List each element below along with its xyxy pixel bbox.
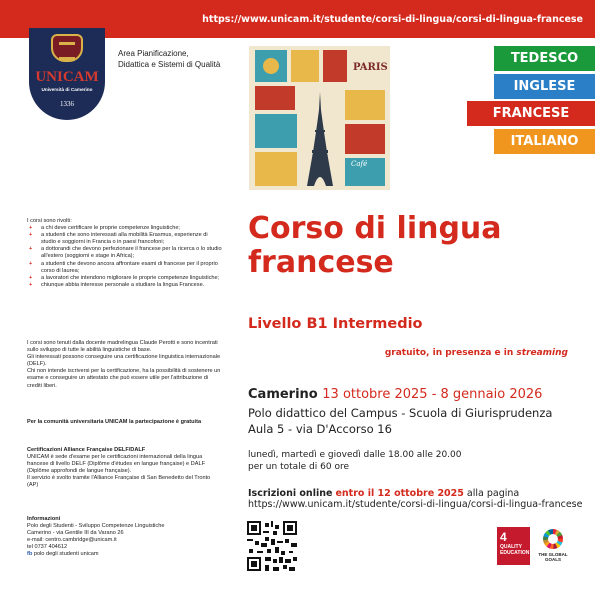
flower-icon (263, 58, 279, 74)
department-name: Area Pianificazione, Didattica e Sistemi di Qualità (118, 49, 221, 69)
list-item: + a chi deve certificare le proprie competenze linguistiche; (27, 225, 222, 232)
tile-yellow (291, 50, 319, 82)
eiffel-tower-icon (303, 92, 337, 188)
header-url[interactable]: https://www.unicam.it/studente/corsi-di-lingua/corsi-di-lingua-francese (202, 14, 583, 25)
sdg-wheel-icon (543, 529, 563, 549)
tile-red (323, 50, 347, 82)
cafe-text: Café (351, 160, 368, 168)
certification-section: Certificazioni Alliance Française DELF/DALF UNICAM è sede d'esame per le certificazioni internazionali della lingua francese di livello DELF (Diplôme d'études en langue française) e DALF (Diplôme approfondi de langue française). Il servizio è svolto tramite l'Alliance Française di San Benedetto del Tronto (AP) (27, 447, 211, 489)
sdg-quality-education-badge: 4 QUALITY EDUCATION (497, 527, 530, 565)
list-item: + a lavoratori che intendono migliorare le proprie competenze linguistiche; (27, 275, 222, 282)
paris-illustration (249, 46, 390, 190)
lang-francese[interactable]: FRANCESE (467, 101, 595, 126)
paris-text: PARIS (353, 62, 388, 73)
qr-code-icon[interactable] (247, 521, 297, 571)
tile-blue-2 (255, 114, 297, 148)
course-when: Camerino 13 ottobre 2025 - 8 gennaio 2026 (248, 387, 543, 402)
free-participation-note: Per la comunità universitaria UNICAM la partecipazione è gratuita (27, 419, 202, 425)
audience-list (27, 225, 222, 289)
audience-section: I corsi sono rivolti: + a chi deve certificare le proprie competenze linguistiche; + a studenti che sono interessati alla mobilità Erasmus, esperienze di studio e soggiorni in Francia o in paesi francofoni; + a dottorandi che devono perfezionare il francese per la ricerca o lo studio all'estero (soggiorni e stage in Africa); + a studenti che devono ancora affrontare esami di francese per il proprio corso di laurea; + a lavoratori che intendono migliorare le proprie competenze linguistiche; + chiunque abbia interesse personale a studiare la lingua Francese. (27, 218, 222, 289)
venue-line-1: Polo didattico del Campus - Scuola di Giurisprudenza (248, 406, 553, 420)
list-item: + a dottorandi che devono perfezionare il francese per la ricerca o lo studio all'estero (soggiorni e stage in Africa); (27, 246, 222, 260)
lang-inglese[interactable]: INGLESE (494, 74, 595, 99)
venue-line-2: Aula 5 - via D'Accorso 16 (248, 422, 392, 436)
contact-facebook[interactable]: fb polo degli studenti unicam (27, 551, 99, 558)
contact-section: Informazioni Polo degli Studenti - Sviluppo Competenze Linguistiche Camerino - via Gentile III da Varano 26 e-mail: centro.cambridge@unicam.it tel 0737 404612 fb polo degli studenti unicam (27, 516, 222, 559)
course-description: I corsi sono tenuti dalla docente madrelingua Claude Perotti e sono incentrati sullo sviluppo di tutte le abilità linguistiche di base. Gli interessati possono conseguire una certificazione linguistica internazionale (DELF). Chi non intende iscriversi per la certificazione, ha la possibilità di sostenere un esame e conseguire un attestato che può essere utile per l'attribuzione di crediti liberi. (27, 340, 221, 389)
course-mode: gratuito, in presenza e in streaming (384, 348, 568, 358)
tile-yellow-3 (255, 152, 297, 186)
schedule-line-2: per un totale di 60 ore (248, 462, 349, 472)
global-goals-logo: THE GLOBAL GOALS (533, 527, 573, 565)
logo-name: UNICAM (35, 69, 99, 85)
enrolment-info: Iscrizioni online entro il 12 ottobre 2025 alla pagina https://www.unicam.it/studente/corsi-di-lingua/corsi-di-lingua-francese (248, 488, 588, 510)
tile-red-2 (255, 86, 295, 110)
schedule-line-1: lunedì, martedì e giovedì dalle 18.00 alle 20.00 (248, 450, 462, 460)
crest-icon (51, 34, 83, 62)
tile-red-3 (345, 124, 385, 154)
tile-yellow-2 (345, 90, 385, 120)
unicam-logo (29, 28, 105, 120)
list-item: + chiunque abbia interesse personale a studiare la lingua Francese. (27, 282, 222, 289)
logo-subtitle: Università di Camerino (41, 87, 93, 92)
tile-paris (351, 50, 388, 86)
facebook-icon: fb (27, 551, 33, 558)
list-item: + a studenti che devono ancora affrontare esami di francese per il proprio corso di laurea; (27, 261, 222, 275)
enrolment-url[interactable]: https://www.unicam.it/studente/corsi-di-lingua/corsi-di-lingua-francese (248, 499, 583, 510)
logo-year: 1336 (60, 100, 74, 108)
contact-email[interactable]: e-mail: centro.cambridge@unicam.it (27, 537, 117, 544)
tile-cafe (345, 158, 385, 186)
contact-phone: tel 0737 404612 (27, 544, 68, 551)
course-level: Livello B1 Intermedio (248, 316, 423, 332)
lang-italiano[interactable]: ITALIANO (494, 129, 595, 154)
list-item: + a studenti che sono interessati alla mobilità Erasmus, esperienze di studio e soggiorni in Francia o in paesi francofoni; (27, 232, 222, 246)
course-title: Corso di lingua francese (248, 211, 502, 280)
lang-tedesco[interactable]: TEDESCO (494, 46, 595, 71)
